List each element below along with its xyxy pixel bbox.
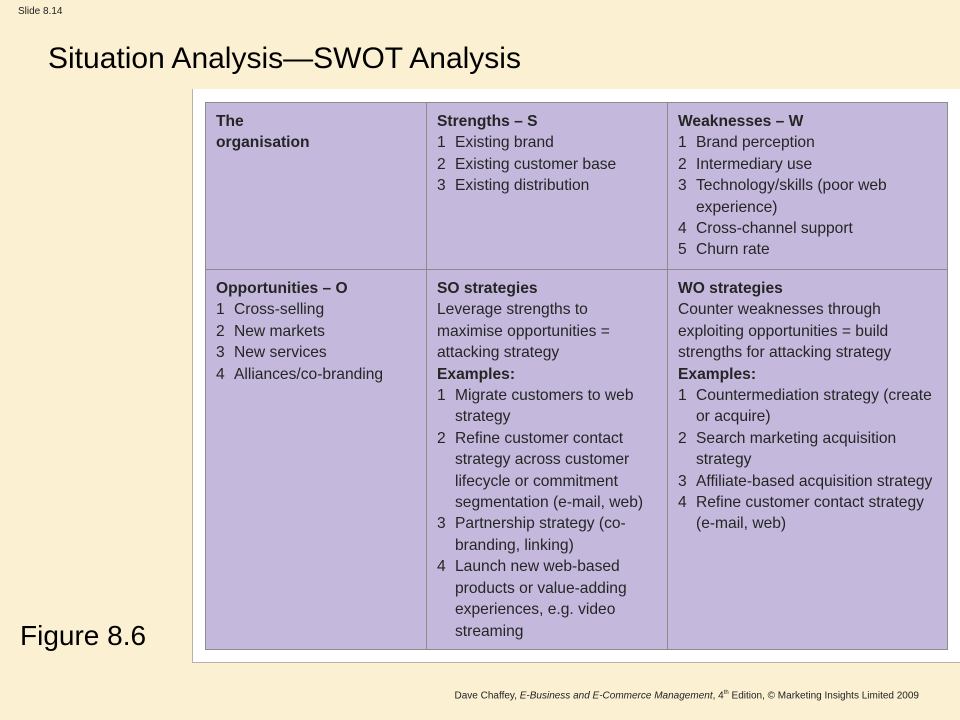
list-item [678,239,937,260]
list-item [678,175,937,218]
list-item-text: Cross-channel support [696,220,853,238]
list-item [678,471,937,492]
cell-weaknesses [668,103,947,269]
so-examples-list [437,385,657,642]
list-item-text: Launch new web-based products or value-adding experiences, e.g. video streaming [455,558,627,640]
list-item [678,154,937,175]
list-item-number: 4 [437,558,446,576]
wo-examples-label: Examples: [678,365,757,383]
list-item-text: Existing distribution [455,177,590,195]
footer-author: Dave Chaffey, [454,690,520,702]
list-item-text: Affiliate-based acquisition strategy [696,472,933,490]
wo-examples-list [678,385,937,535]
figure-label: Figure 8.6 [20,620,147,651]
cell-strengths [427,103,667,269]
list-item [437,556,657,642]
list-item [678,492,937,535]
list-item-text: Brand perception [696,134,815,152]
slide-number: Slide 8.14 [18,6,63,17]
footer-rest: Edition, © Marketing Insights Limited 2009 [728,690,919,702]
list-item [437,428,657,514]
list-item-number: 2 [678,155,687,173]
swot-table [205,102,948,650]
list-item-text: Intermediary use [696,155,813,173]
list-item [216,321,416,342]
list-item [678,385,937,428]
wo-heading: WO strategies [678,280,783,297]
list-item-text: New services [234,344,327,362]
list-item-number: 3 [678,472,687,490]
cell-organisation [206,103,426,269]
list-item-number: 2 [216,322,225,340]
list-item-number: 3 [437,515,446,533]
footer-book-title: E-Business and E-Commerce Management [519,690,713,702]
list-item [216,364,416,385]
organisation-line-1: The [216,113,244,130]
organisation-line-2: organisation [216,134,310,152]
list-item [678,218,937,239]
so-examples-label: Examples: [437,365,516,383]
list-item-text: Partnership strategy (co-branding, linking) [455,515,626,554]
footer-citation [455,690,920,701]
strengths-list [437,132,657,196]
list-item-text: Countermediation strategy (create or acquire) [696,387,932,426]
list-item [216,299,416,320]
list-item-number: 1 [678,387,687,405]
footer-edition-suffix: th [723,690,729,696]
list-item [437,132,657,153]
so-description: Leverage strengths to maximise opportunities = attacking strategy [437,301,610,362]
list-item-text: Refine customer contact strategy across customer lifecycle or commitment segmentation (e-mail, web) [455,429,644,512]
so-heading: SO strategies [437,280,538,297]
wo-description: Counter weaknesses through exploiting opportunities = build strengths for attacking strategy [678,301,892,362]
list-item-number: 2 [437,155,446,173]
list-item-number: 5 [678,241,687,259]
cell-so-strategies [427,270,667,649]
slide-title: Situation Analysis—SWOT Analysis [48,42,521,75]
list-item-text: Refine customer contact strategy (e-mail, web) [696,494,924,533]
list-item-text: Existing customer base [455,155,617,173]
list-item-number: 1 [678,134,687,152]
list-item [437,154,657,175]
weaknesses-list [678,132,937,260]
list-item-number: 1 [216,301,225,319]
list-item [678,132,937,153]
list-item-number: 2 [437,429,446,447]
strengths-heading: Strengths – S [437,113,538,130]
weaknesses-heading: Weaknesses – W [678,113,804,130]
list-item [437,385,657,428]
cell-wo-strategies [668,270,947,649]
footer-edition: , 4 [712,690,724,702]
list-item-number: 4 [216,365,225,383]
list-item [437,513,657,556]
list-item-text: Cross-selling [234,301,325,319]
list-item-text: Churn rate [696,241,770,259]
list-item-text: Technology/skills (poor web experience) [696,177,887,216]
list-item [437,175,657,196]
list-item-number: 1 [437,134,446,152]
list-item-text: Alliances/co-branding [234,365,384,383]
list-item-number: 3 [437,177,446,195]
list-item-number: 4 [678,220,687,238]
list-item-text: Existing brand [455,134,554,152]
list-item-text: New markets [234,322,325,340]
list-item [678,428,937,471]
list-item-number: 3 [678,177,687,195]
list-item-text: Migrate customers to web strategy [455,387,634,426]
list-item-number: 3 [216,344,225,362]
opportunities-list [216,299,416,385]
list-item-number: 1 [437,387,446,405]
list-item-text: Search marketing acquisition strategy [696,429,897,469]
cell-opportunities [206,270,426,649]
list-item-number: 2 [678,429,687,447]
opportunities-heading: Opportunities – O [216,280,348,297]
list-item [216,342,416,363]
list-item-number: 4 [678,494,687,512]
